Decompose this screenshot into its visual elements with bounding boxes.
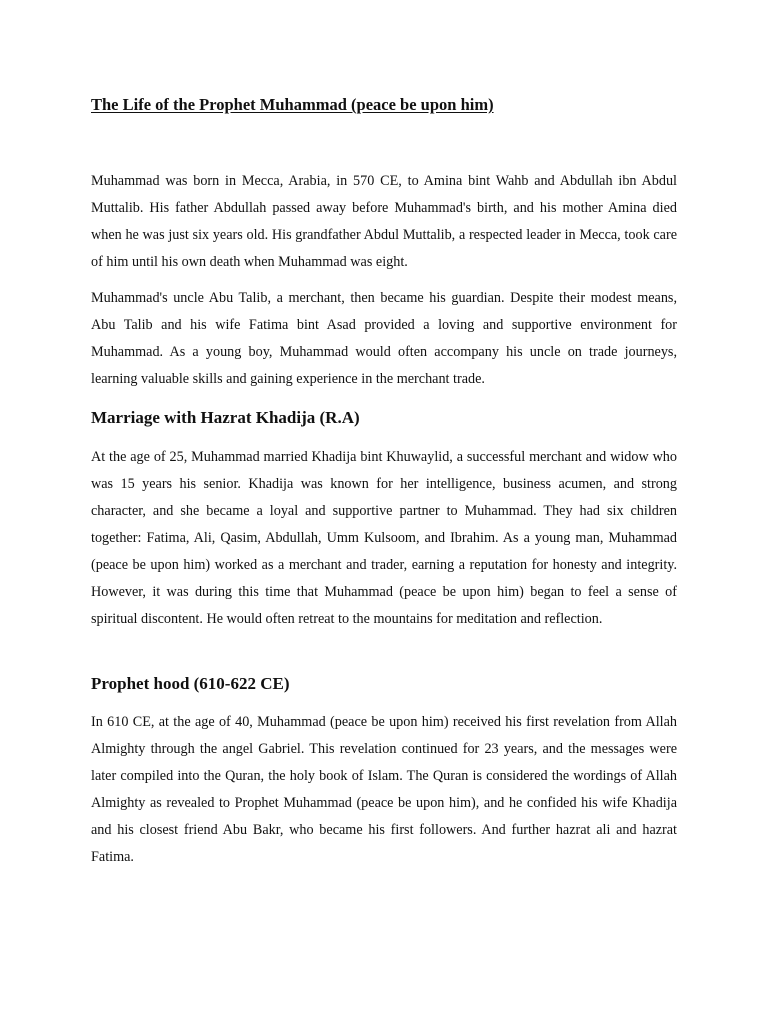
section-heading-marriage: Marriage with Hazrat Khadija (R.A) xyxy=(91,408,360,427)
intro-paragraph-guardian: Muhammad's uncle Abu Talib, a merchant, then became his guardian. Despite their modest means, Abu Talib and his wife Fatima bint Asad provided a loving and supportive environment for Muhammad. As a young boy, Muhammad would often accompany his uncle on trade journeys, learning valuable skills and gaining experience in the merchant trade. xyxy=(91,290,677,387)
section-heading-prophethood: Prophet hood (610-622 CE) xyxy=(91,674,290,693)
document-title: The Life of the Prophet Muhammad (peace be upon him) xyxy=(91,95,494,114)
intro-paragraph-birth: Muhammad was born in Mecca, Arabia, in 570 CE, to Amina bint Wahb and Abdullah ibn Abdul Muttalib. His father Abdullah passed away before Muhammad's birth, and his mother Amina died when he was just six years old. His grandfather Abdul Muttalib, a respected leader in Mecca, took care of him until his own death when Muhammad was eight. xyxy=(91,173,677,270)
section-paragraph-marriage: At the age of 25, Muhammad married Khadija bint Khuwaylid, a successful merchant and widow who was 15 years his senior. Khadija was known for her intelligence, business acumen, and strong character, and she became a loyal and supportive partner to Muhammad. They had six children together: Fatima, Ali, Qasim, Abdullah, Umm Kulsoom, and Ibrahim. As a young man, Muhammad (peace be upon him) worked as a merchant and trader, earning a reputation for honesty and integrity. However, it was during this time that Muhammad (peace be upon him) began to feel a sense of spiritual discontent. He would often retreat to the mountains for meditation and reflection. xyxy=(91,449,677,627)
document-page xyxy=(91,0,677,1024)
section-paragraph-prophethood: In 610 CE, at the age of 40, Muhammad (peace be upon him) received his first revelation from Allah Almighty through the angel Gabriel. This revelation continued for 23 years, and the messages were later compiled into the Quran, the holy book of Islam. The Quran is considered the wordings of Allah Almighty as revealed to Prophet Muhammad (peace be upon him), and he confided his wife Khadija and his closest friend Abu Bakr, who became his first followers. And further hazrat ali and hazrat Fatima. xyxy=(91,714,677,865)
